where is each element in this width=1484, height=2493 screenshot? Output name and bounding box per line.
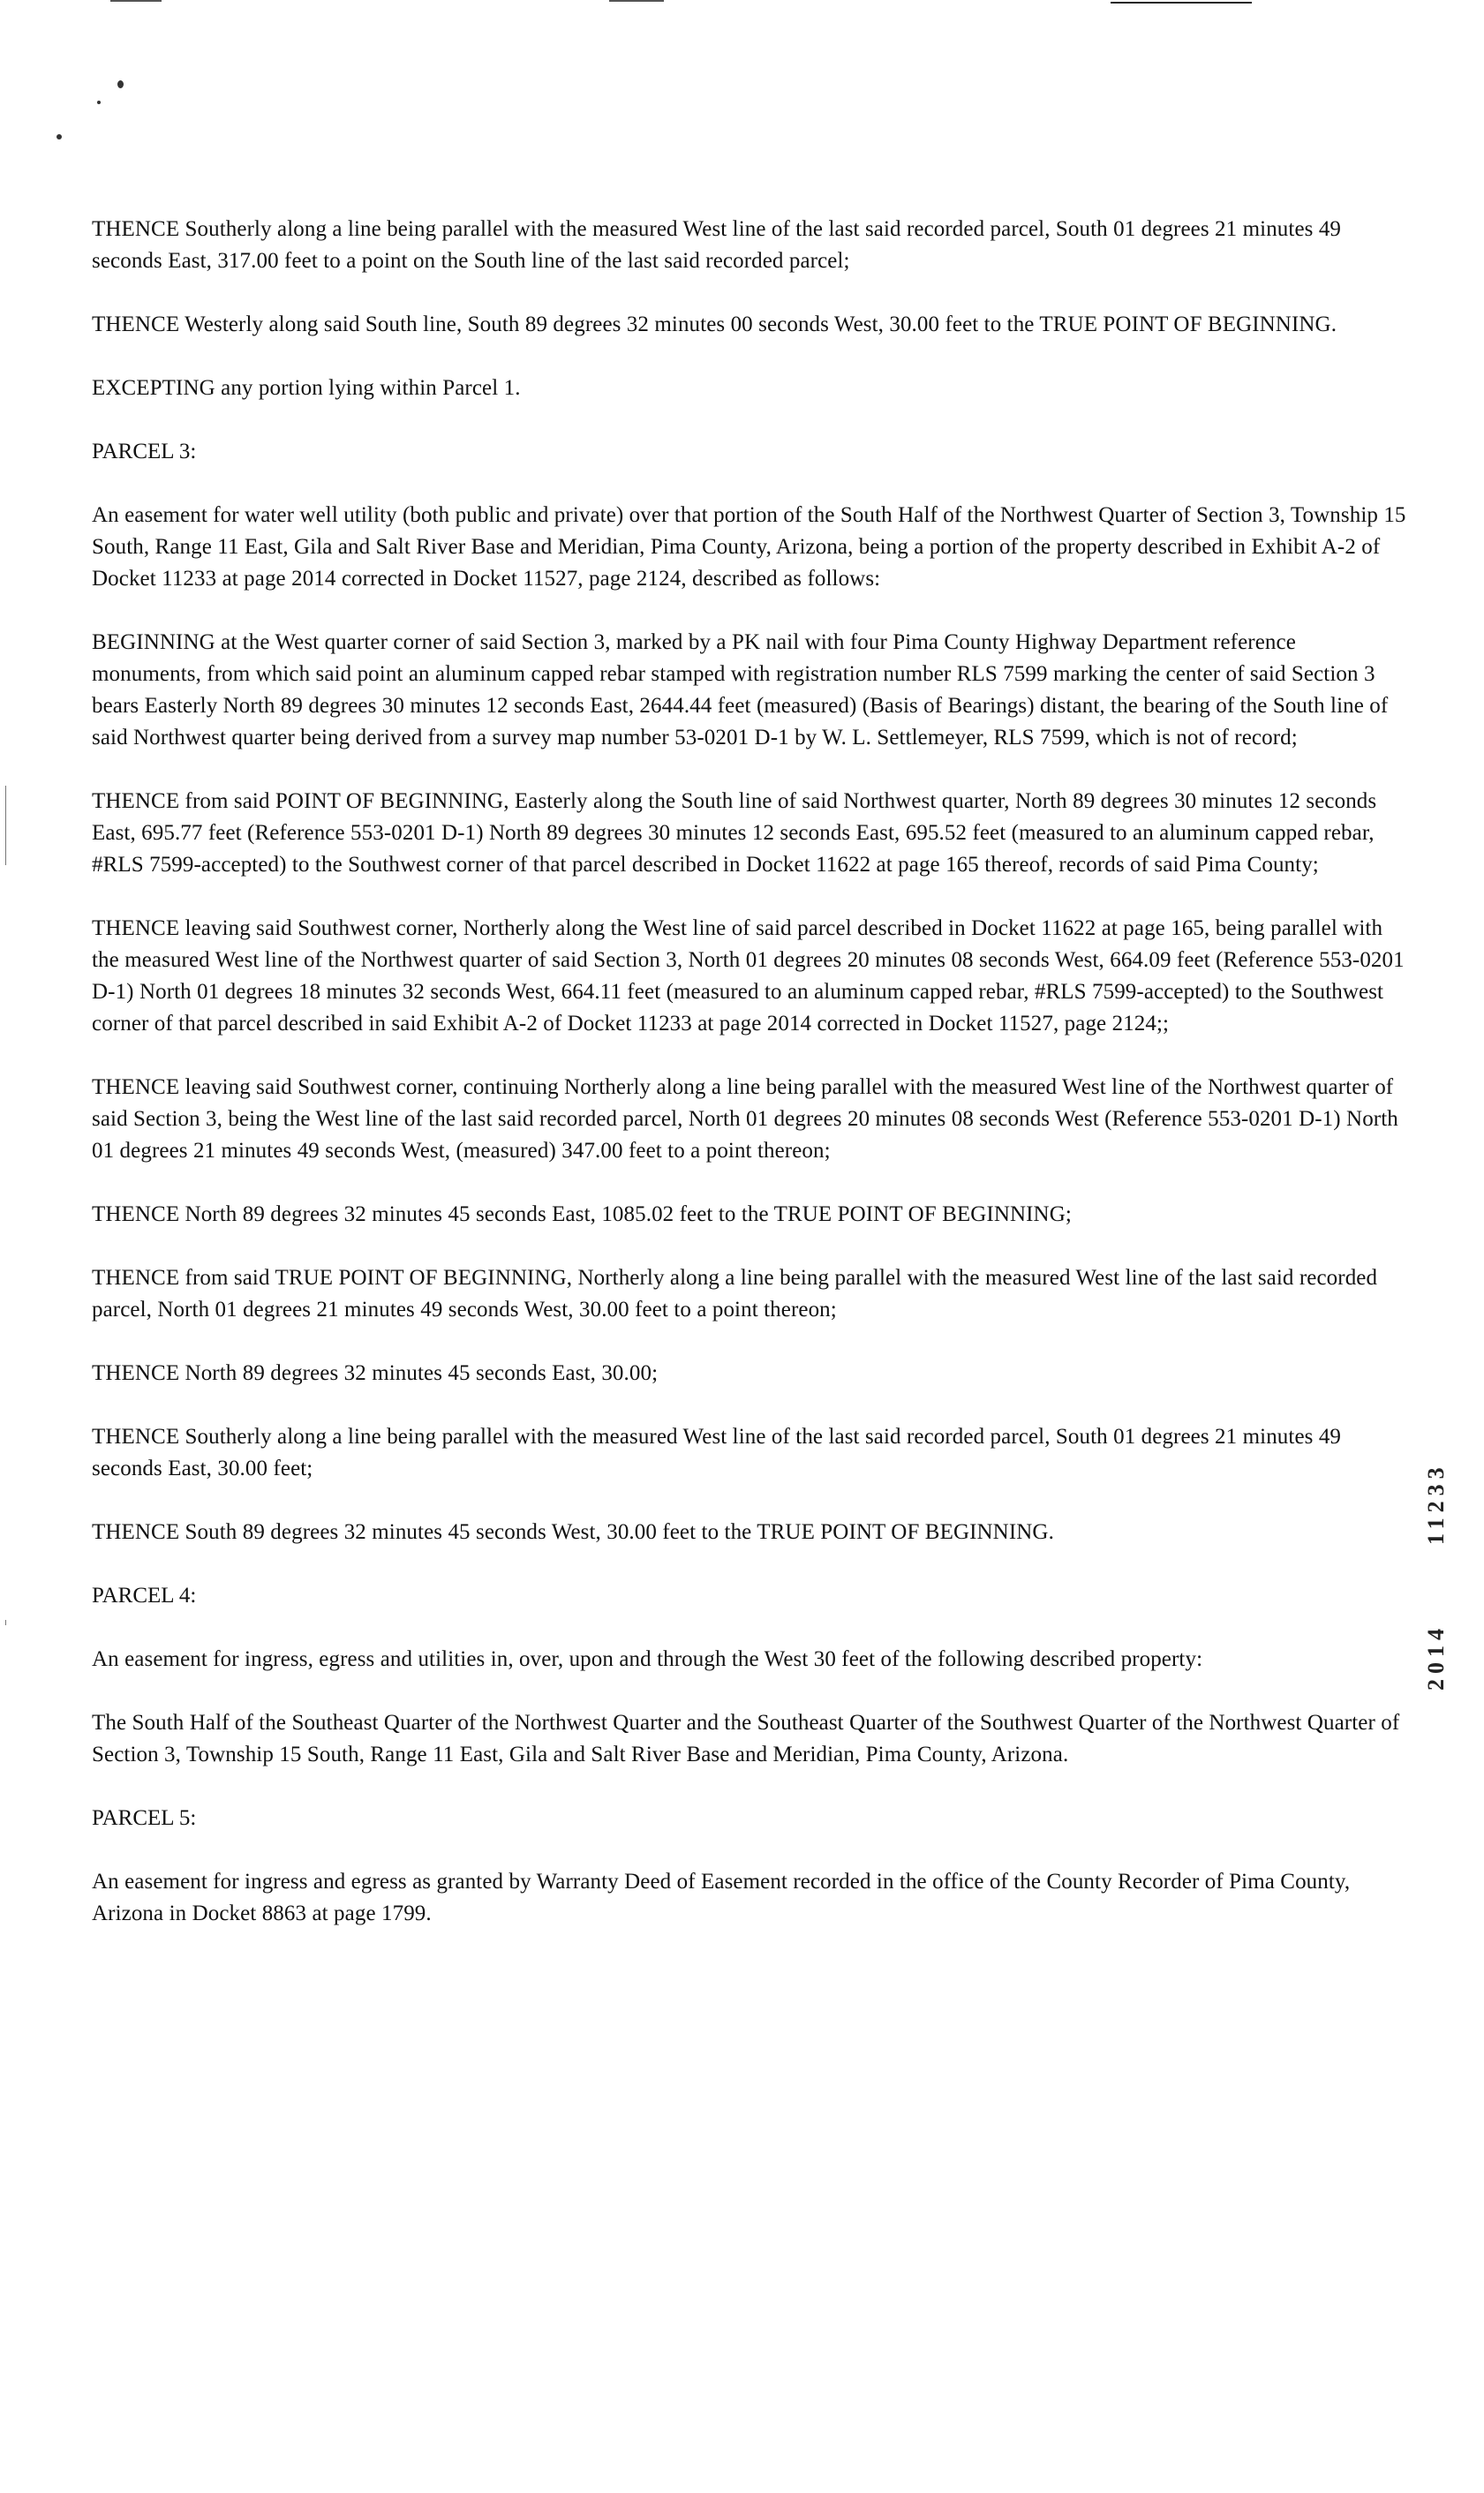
paragraph-thence-southerly-30: THENCE Southerly along a line being parallel with the measured West line of the last said recorded parcel, South 01 degrees 21 minutes 49 seconds East, 30.00 feet;	[92, 1425, 1342, 1480]
scan-mark	[609, 0, 664, 2]
paragraph-parcel-5-easement: An easement for ingress and egress as granted by Warranty Deed of Easement recorded in the office of the County Recorder of Pima County, Arizona in Docket 8863 at page 1799.	[92, 1870, 1351, 1925]
scan-speck	[117, 80, 124, 88]
scan-mark	[110, 0, 162, 2]
scan-edge-line	[5, 786, 6, 865]
paragraph-excepting: EXCEPTING any portion lying within Parcel 1.	[92, 376, 521, 400]
paragraph-thence-continuing-northerly: THENCE leaving said Southwest corner, continuing Northerly along a line being parallel with the measured West line of the Northwest quarter of said Section 3, being the West line of the last said recorded parcel, North 01 degrees 20 minutes 08 seconds West (Reference 553-0201 D-1) North 01 degrees 21 minutes 49 seconds West, (measured) 347.00 feet to a point thereon;	[92, 1075, 1398, 1163]
heading-parcel-5: PARCEL 5:	[92, 1806, 197, 1830]
paragraph-parcel-3-easement: An easement for water well utility (both public and private) over that portion of the South Half of the Northwest Quarter of Section 3, Township 15 South, Range 11 East, Gila and Salt River Base and Meridian, Pima County, Arizona, being a portion of the property described in Exhibit A-2 of Docket 11233 at page 2014 corrected in Docket 11527, page 2124, described as follows:	[92, 503, 1406, 591]
paragraph-thence-westerly: THENCE Westerly along said South line, South 89 degrees 32 minutes 00 seconds West, 30.00 feet to the TRUE POINT OF BEGINNING.	[92, 313, 1337, 336]
paragraph-parcel-4-property: The South Half of the Southeast Quarter of the Northwest Quarter and the Southeast Quarter of the Southwest Quarter of the Northwest Quarter of Section 3, Township 15 South, Range 11 East, Gila and Salt River Base and Meridian, Pima County, Arizona.	[92, 1711, 1400, 1766]
paragraph-thence-south-30: THENCE South 89 degrees 32 minutes 45 seconds West, 30.00 feet to the TRUE POINT OF BEGINNING.	[92, 1520, 1054, 1544]
scan-speck	[56, 134, 62, 139]
paragraph-thence-north-30: THENCE North 89 degrees 32 minutes 45 seconds East, 30.00;	[92, 1361, 659, 1385]
paragraph-thence-north-1085: THENCE North 89 degrees 32 minutes 45 seconds East, 1085.02 feet to the TRUE POINT OF BEGINNING;	[92, 1202, 1072, 1226]
paragraph-thence-from-point-of-beginning: THENCE from said POINT OF BEGINNING, Easterly along the South line of said Northwest quarter, North 89 degrees 30 minutes 12 seconds East, 695.77 feet (Reference 553-0201 D-1) North 89 degrees 30 minutes 12 seconds East, 695.52 feet (measured to an aluminum capped rebar, #RLS 7599-accepted) to the Southwest corner of that parcel described in Docket 11622 at page 165 thereof, records of said Pima County;	[92, 789, 1377, 877]
paragraph-beginning: BEGINNING at the West quarter corner of said Section 3, marked by a PK nail with four Pima County Highway Department reference monuments, from which said point an aluminum capped rebar stamped with registration number RLS 7599 marking the center of said Section 3 bears Easterly North 89 degrees 30 minutes 12 seconds East, 2644.44 feet (measured) (Basis of Bearings) distant, the bearing of the South line of said Northwest quarter being derived from a survey map number 53-0201 D-1 by W. L. Settlemeyer, RLS 7599, which is not of record;	[92, 630, 1389, 749]
side-recording-number-page: 2014	[1423, 1623, 1449, 1691]
paragraph-parcel-4-easement: An easement for ingress, egress and utilities in, over, upon and through the West 30 feet of the following described property:	[92, 1647, 1203, 1671]
scan-speck	[97, 101, 101, 104]
heading-parcel-4: PARCEL 4:	[92, 1584, 197, 1608]
heading-parcel-3: PARCEL 3:	[92, 440, 197, 463]
scan-mark	[1111, 2, 1252, 4]
paragraph-thence-from-true-point: THENCE from said TRUE POINT OF BEGINNING, Northerly along a line being parallel with the measured West line of the last said recorded parcel, North 01 degrees 21 minutes 49 seconds West, 30.00 feet to a point thereon;	[92, 1266, 1378, 1322]
paragraph-thence-southerly-317: THENCE Southerly along a line being parallel with the measured West line of the last said recorded parcel, South 01 degrees 21 minutes 49 seconds East, 317.00 feet to a point on the South line of the last said recorded parcel;	[92, 217, 1342, 273]
legal-description-body	[92, 214, 1407, 1930]
paragraph-thence-leaving-southwest-corner: THENCE leaving said Southwest corner, Northerly along the West line of said parcel described in Docket 11622 at page 165, being parallel with the measured West line of the Northwest quarter of said Section 3, North 01 degrees 20 minutes 08 seconds West, 664.09 feet (Reference 553-0201 D-1) North 01 degrees 18 minutes 32 seconds West, 664.11 feet (measured to an aluminum capped rebar, #RLS 7599-accepted) to the Southwest corner of that parcel described in said Exhibit A-2 of Docket 11233 at page 2014 corrected in Docket 11527, page 2124;;	[92, 916, 1405, 1036]
side-recording-number-docket: 11233	[1423, 1462, 1449, 1545]
scan-edge-line	[5, 1620, 6, 1625]
